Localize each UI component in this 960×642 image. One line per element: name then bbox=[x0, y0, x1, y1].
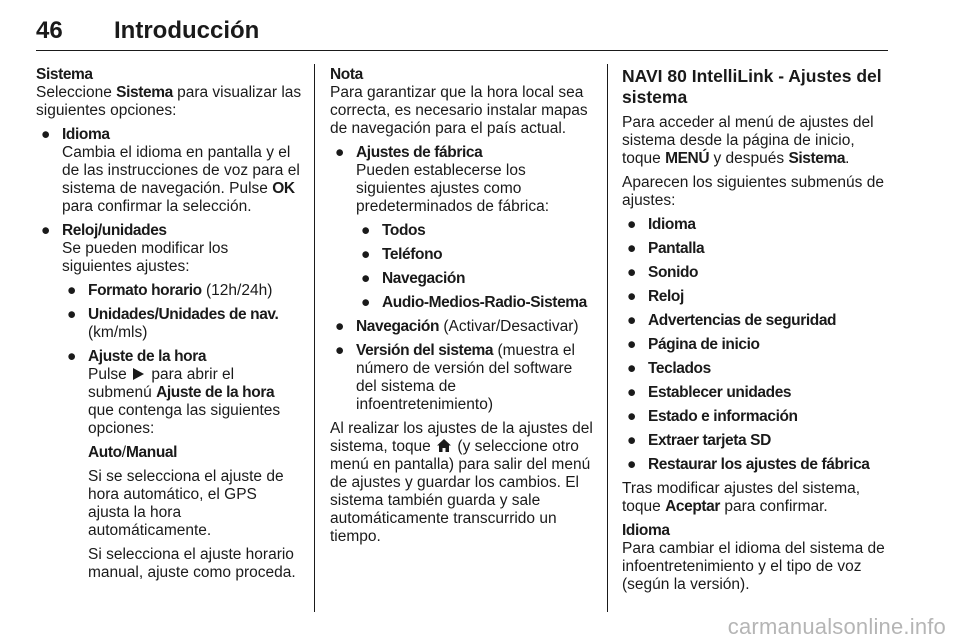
text: para visualizar las siguientes opciones: bbox=[36, 84, 302, 119]
text: / bbox=[121, 444, 127, 461]
item-value: (muestra el número de versión del software del sistema de infoentretenimiento) bbox=[356, 342, 575, 413]
item-label: Ajustes de fábrica bbox=[356, 144, 483, 161]
text: para confirmar. bbox=[720, 498, 828, 515]
column-divider-right bbox=[607, 64, 608, 612]
item-label: Teclados bbox=[648, 360, 711, 377]
text: Pulse bbox=[88, 366, 132, 383]
bullet: ● bbox=[67, 306, 77, 323]
list-item-submenu bbox=[622, 456, 888, 474]
text-bold: Sistema bbox=[116, 84, 173, 101]
bullet: ● bbox=[67, 282, 77, 299]
bullet: ● bbox=[67, 348, 77, 365]
manual-description: Si selecciona el ajuste horario manual, ajuste como proceda. bbox=[88, 546, 296, 581]
item-value: (12h/24h) bbox=[201, 282, 273, 299]
list-item-version bbox=[330, 342, 594, 414]
page-number: 46 bbox=[36, 17, 63, 44]
list-item-submenu bbox=[622, 216, 888, 234]
section-heading-navi80: NAVI 80 IntelliLink - Ajustes del sistema bbox=[622, 66, 882, 107]
item-label: Sonido bbox=[648, 264, 699, 281]
text: Al realizar los ajustes de la ajustes del sistema, toque bbox=[330, 420, 593, 455]
item-description: Se pueden modificar los siguientes ajustes: bbox=[62, 240, 229, 275]
bullet: ● bbox=[627, 264, 637, 281]
bullet: ● bbox=[335, 342, 345, 359]
list-item-submenu bbox=[622, 312, 888, 330]
bullet: ● bbox=[627, 336, 637, 353]
list-item-submenu bbox=[622, 288, 888, 306]
item-label: Advertencias de seguridad bbox=[648, 312, 837, 329]
list-item-unidades bbox=[62, 306, 302, 342]
page-header bbox=[36, 16, 888, 50]
list-item-submenu bbox=[622, 264, 888, 282]
text-bold: Manual bbox=[126, 444, 178, 461]
note-title: Nota bbox=[330, 66, 363, 83]
list-item-reloj bbox=[36, 222, 302, 582]
text: Cambia el idioma en pantalla y el de las instrucciones de voz para el sistema de navegación. Pulse bbox=[62, 144, 300, 197]
item-label: Navegación bbox=[382, 270, 466, 287]
item-label: Estado e información bbox=[648, 408, 798, 425]
list-item-fabrica bbox=[356, 294, 594, 312]
list-item-submenu bbox=[622, 360, 888, 378]
bullet: ● bbox=[627, 360, 637, 377]
idioma-title: Idioma bbox=[622, 522, 670, 539]
item-label: Extraer tarjeta SD bbox=[648, 432, 771, 449]
list-item-idioma bbox=[36, 126, 302, 216]
list-item-ajustes-fabrica bbox=[330, 144, 594, 312]
text-bold: MENÚ bbox=[665, 150, 710, 167]
text-bold: Ajuste de la hora bbox=[156, 384, 275, 401]
item-label: Versión del sistema bbox=[356, 342, 494, 359]
list-item-fabrica bbox=[356, 246, 594, 264]
item-label: Formato horario bbox=[88, 282, 202, 299]
list-item-submenu bbox=[622, 432, 888, 450]
text-bold: Sistema bbox=[788, 150, 846, 167]
closing-paragraph bbox=[330, 420, 594, 546]
item-label: Página de inicio bbox=[648, 336, 760, 353]
item-label: Unidades/Unidades de nav. bbox=[88, 306, 279, 323]
list-item-submenu bbox=[622, 336, 888, 354]
item-label: Navegación bbox=[356, 318, 440, 335]
list-item-navegacion bbox=[330, 318, 594, 336]
item-label: Pantalla bbox=[648, 240, 705, 257]
column-middle bbox=[330, 66, 594, 552]
list-item-submenu bbox=[622, 240, 888, 258]
bullet: ● bbox=[41, 126, 51, 143]
right-triangle-icon bbox=[133, 368, 144, 380]
bullet: ● bbox=[361, 294, 371, 311]
bullet: ● bbox=[627, 432, 637, 449]
item-label: Reloj/unidades bbox=[62, 222, 167, 239]
item-label: Ajuste de la hora bbox=[88, 348, 207, 365]
confirm-paragraph bbox=[622, 480, 888, 516]
bullet: ● bbox=[627, 312, 637, 329]
section-title-sistema: Sistema bbox=[36, 66, 93, 83]
text: (y seleccione otro menú en pantalla) para salir del menú de ajustes y guardar los cambios. El sistema también guarda y sale automáticamente transcurrido un tiempo. bbox=[330, 438, 591, 545]
auto-description: Si se selecciona el ajuste de hora automático, el GPS ajusta la hora automáticamente. bbox=[88, 468, 284, 539]
sistema-intro bbox=[36, 84, 302, 120]
item-label: Todos bbox=[382, 222, 426, 239]
text: Seleccione bbox=[36, 84, 117, 101]
navi80-intro bbox=[622, 114, 888, 168]
item-label: Audio-Medios-Radio-Sistema bbox=[382, 294, 587, 311]
item-label: Idioma bbox=[648, 216, 696, 233]
bullet: ● bbox=[627, 408, 637, 425]
bullet: ● bbox=[627, 384, 637, 401]
text: para confirmar la selección. bbox=[62, 198, 252, 215]
text: que contenga las siguientes opciones: bbox=[88, 402, 281, 437]
bullet: ● bbox=[627, 288, 637, 305]
list-item-formato bbox=[62, 282, 302, 300]
submenus-intro: Aparecen los siguientes submenús de ajustes: bbox=[622, 174, 884, 209]
text: . bbox=[845, 150, 850, 167]
list-item-fabrica bbox=[356, 270, 594, 288]
watermark: carmanualsonline.info bbox=[727, 614, 946, 639]
item-label: Restaurar los ajustes de fábrica bbox=[648, 456, 870, 473]
bullet: ● bbox=[627, 456, 637, 473]
column-divider-left bbox=[314, 64, 315, 612]
bullet: ● bbox=[335, 318, 345, 335]
item-description bbox=[62, 144, 302, 216]
column-right bbox=[622, 66, 888, 594]
text: Tras modificar ajustes del sistema, toque bbox=[622, 480, 861, 515]
bullet: ● bbox=[335, 144, 345, 161]
column-left bbox=[36, 66, 302, 588]
bullet: ● bbox=[361, 270, 371, 287]
note-text: Para garantizar que la hora local sea correcta, es necesario instalar mapas de navegación para el país actual. bbox=[330, 84, 588, 137]
text-bold: Auto bbox=[88, 444, 122, 461]
auto-manual-label bbox=[88, 444, 302, 462]
text: y después bbox=[709, 150, 789, 167]
item-value: (Activar/Desactivar) bbox=[439, 318, 579, 335]
item-label: Idioma bbox=[62, 126, 110, 143]
bullet: ● bbox=[361, 246, 371, 263]
submenu-list bbox=[622, 216, 888, 474]
list-item-submenu bbox=[622, 384, 888, 402]
header-divider bbox=[36, 50, 888, 51]
home-icon bbox=[437, 439, 451, 452]
item-description bbox=[88, 366, 302, 438]
list-item-submenu bbox=[622, 408, 888, 426]
item-description: Pueden establecerse los siguientes ajustes como predeterminados de fábrica: bbox=[356, 162, 550, 215]
bullet: ● bbox=[627, 240, 637, 257]
item-label: Establecer unidades bbox=[648, 384, 792, 401]
bullet: ● bbox=[361, 222, 371, 239]
text-bold: Aceptar bbox=[665, 498, 721, 515]
text: Para acceder al menú de ajustes del sistema desde la página de inicio, toque bbox=[622, 114, 874, 167]
item-label: Reloj bbox=[648, 288, 684, 305]
list-item-ajuste-hora bbox=[62, 348, 302, 582]
list-item-fabrica bbox=[356, 222, 594, 240]
text: para abrir el submenú bbox=[88, 366, 235, 401]
item-value: (km/mls) bbox=[88, 324, 148, 341]
page-title: Introducción bbox=[114, 17, 260, 44]
bullet: ● bbox=[627, 216, 637, 233]
item-label: Teléfono bbox=[382, 246, 443, 263]
text-bold: OK bbox=[272, 180, 295, 197]
bullet: ● bbox=[41, 222, 51, 239]
idioma-text: Para cambiar el idioma del sistema de infoentretenimiento y el tipo de voz (según la versión). bbox=[622, 540, 885, 593]
